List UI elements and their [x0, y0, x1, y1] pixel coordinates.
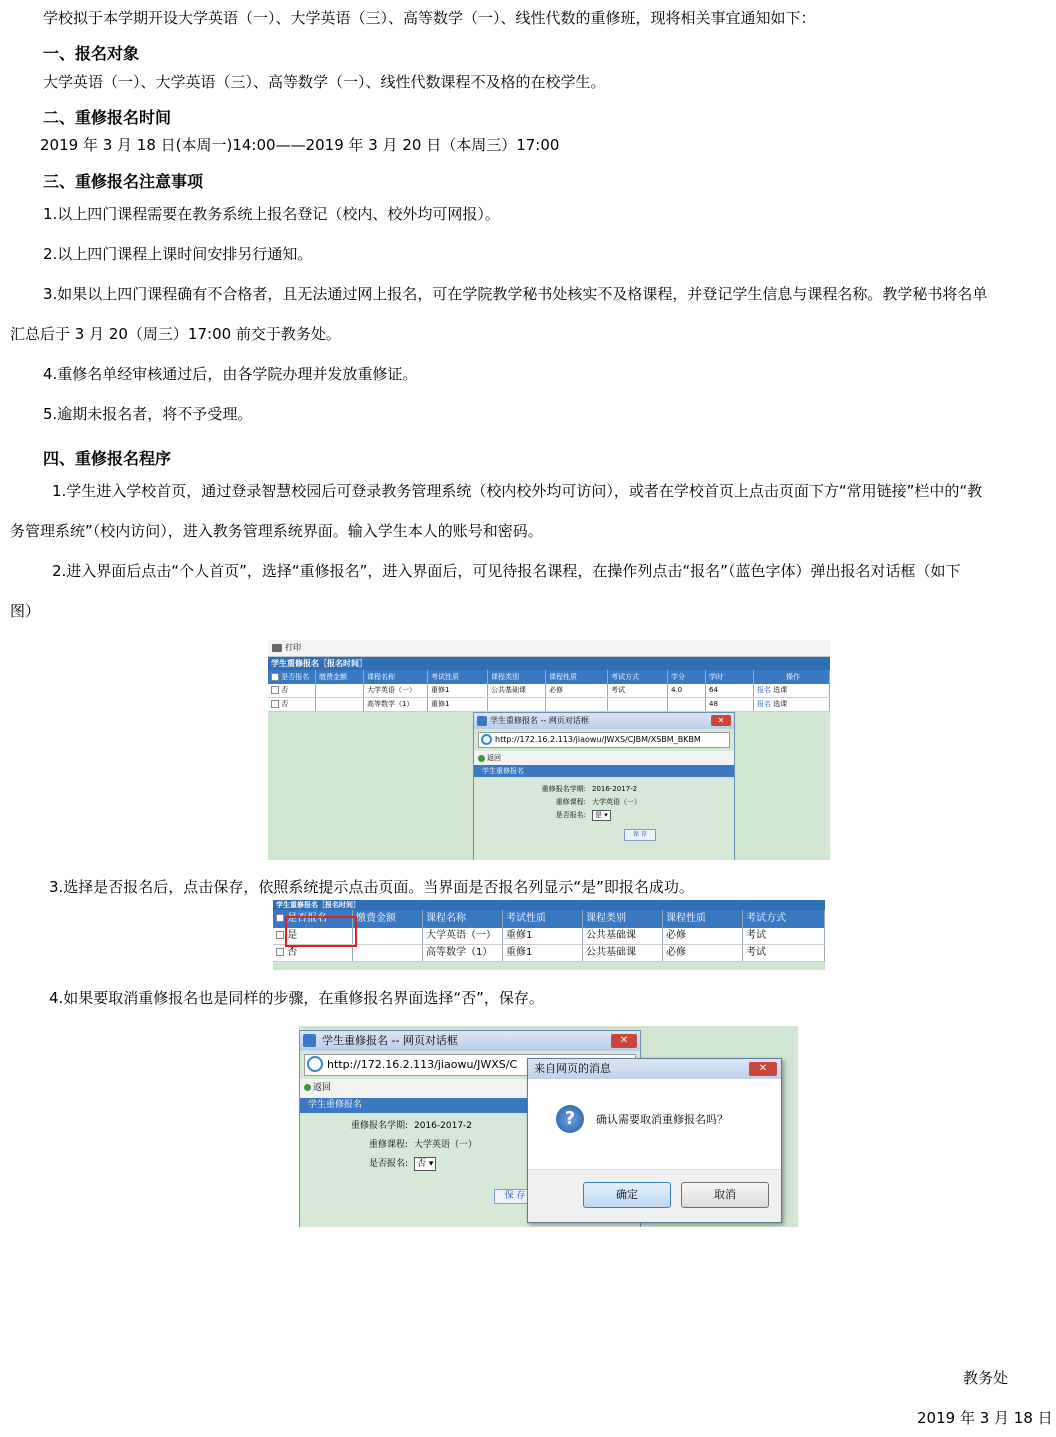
intro-text: 学校拟于本学期开设大学英语（一）、大学英语（三）、高等数学（一）、线性代数的重修班，现将相关事宜通知如下：	[43, 9, 816, 27]
cell: 大学英语（一）	[364, 684, 428, 697]
date: 2019 年 3 月 18 日	[917, 1409, 1053, 1427]
ok-button[interactable]: 确定	[583, 1182, 671, 1208]
cell: 4.0	[668, 684, 706, 697]
course-row	[474, 796, 734, 809]
cell: 否	[281, 700, 289, 708]
section3-item: 5.逾期未报名者，将不予受理。	[43, 405, 253, 423]
cell	[608, 698, 668, 711]
cancel-button[interactable]: 取消	[681, 1182, 769, 1208]
col-header: 考试性质	[503, 910, 583, 928]
save-button[interactable]: 保 存	[624, 829, 656, 841]
cell	[316, 698, 364, 711]
screenshot-registration-success	[273, 900, 825, 970]
cell: 高等数学（1）	[364, 698, 428, 711]
col-header: 缴费金额	[316, 670, 364, 684]
toolbar	[268, 640, 830, 657]
section3-item-cont: 汇总后于 3 月 20（周三）17:00 前交于教务处。	[10, 325, 341, 343]
cell: 48	[706, 698, 754, 711]
section2-title: 二、重修报名时间	[43, 108, 172, 127]
cell: 公共基础课	[583, 945, 663, 961]
form-title: 学生重修报名	[474, 765, 734, 777]
section4-p3: 3.选择是否报名后，点击保存，依照系统提示点击页面。当界面是否报名列显示“是”即报名成功。	[49, 878, 694, 896]
course-label: 重修课程:	[368, 1140, 408, 1150]
cell: 公共基础课	[583, 928, 663, 944]
cell	[488, 698, 546, 711]
cell: 重修1	[428, 698, 488, 711]
cell: 大学英语（一）	[423, 928, 503, 944]
confirm-footer	[528, 1169, 781, 1222]
term-value: 2016-2017-2	[414, 1121, 473, 1131]
cell: 否	[287, 947, 298, 958]
cell: 考试	[743, 928, 825, 944]
col-header: 考试性质	[428, 670, 488, 684]
select-all-checkbox[interactable]	[276, 914, 284, 922]
signature: 教务处	[963, 1369, 1009, 1387]
cell: 必修	[663, 928, 743, 944]
col-header: 学分	[668, 670, 706, 684]
course-label: 重修课程:	[555, 798, 586, 806]
col-header: 操作	[754, 670, 830, 684]
section3-item: 2.以上四门课程上课时间安排另行通知。	[43, 245, 313, 263]
signup-label: 是否报名:	[555, 811, 586, 819]
dialog-titlebar	[474, 713, 734, 729]
highlight-box	[285, 916, 357, 947]
form-title: 学生重修报名	[300, 1098, 640, 1113]
cell: 重修1	[428, 684, 488, 697]
ie-icon	[481, 734, 492, 745]
signup-link[interactable]: 报名	[757, 700, 771, 708]
col-header: 是否报名	[287, 913, 328, 924]
row-checkbox[interactable]	[276, 931, 284, 939]
cell: 是	[287, 930, 298, 941]
table-row	[273, 945, 825, 962]
select-course-link[interactable]: 选课	[773, 686, 788, 694]
section3-item: 4.重修名单经审核通过后，由各学院办理并发放重修证。	[43, 365, 418, 383]
back-icon	[304, 1084, 311, 1091]
signup-dialog	[473, 712, 735, 860]
cell: 64	[706, 684, 754, 697]
section1-body: 大学英语（一）、大学英语（三）、高等数学（一）、线性代数课程不及格的在校学生。	[43, 73, 606, 91]
confirm-dialog	[527, 1058, 782, 1223]
address-url: http://172.16.2.113/jiaowu/JWXS/C	[327, 1058, 518, 1071]
course-value: 大学英语（一）	[414, 1140, 478, 1150]
select-course-link[interactable]: 选课	[773, 700, 788, 708]
table-caption: 学生重修报名［报名时间］	[268, 657, 830, 670]
confirm-message: 确认需要取消重修报名吗？	[596, 1113, 728, 1126]
back-label: 返回	[313, 1083, 332, 1093]
dialog-title: 学生重修报名 -- 网页对话框	[490, 716, 589, 725]
back-label: 返回	[487, 754, 501, 762]
course-value: 大学英语（一）	[592, 798, 641, 806]
col-header: 考试方式	[608, 670, 668, 684]
cell: 重修1	[503, 945, 583, 961]
col-header: 是否报名	[281, 673, 310, 681]
cell	[353, 945, 423, 961]
cell: 公共基础课	[488, 684, 546, 697]
col-header: 缴费金额	[353, 910, 423, 928]
section3-item: 1.以上四门课程需要在教务系统上报名登记（校内、校外均可网报）。	[43, 205, 500, 223]
printer-icon	[272, 644, 282, 652]
screenshot-registration-list	[268, 640, 830, 860]
back-icon	[478, 755, 485, 762]
col-header: 考试方式	[743, 910, 825, 928]
section3-title: 三、重修报名注意事项	[43, 172, 204, 191]
signup-link[interactable]: 报名	[757, 686, 771, 694]
signup-select[interactable]: 否 ▾	[414, 1157, 436, 1171]
address-bar[interactable]	[478, 732, 730, 748]
term-row	[474, 783, 734, 796]
question-icon: ?	[556, 1105, 584, 1133]
window-icon	[303, 1034, 316, 1047]
term-label: 重修报名学期:	[350, 1121, 408, 1131]
table-row	[268, 698, 830, 712]
cell	[353, 928, 423, 944]
dialog-titlebar	[300, 1031, 640, 1051]
confirm-title: 来自网页的消息	[534, 1062, 611, 1075]
cell: 高等数学（1）	[423, 945, 503, 961]
row-checkbox[interactable]	[271, 686, 279, 694]
signup-select-value: 否	[417, 1159, 427, 1169]
col-header: 课程性质	[663, 910, 743, 928]
cell: 重修1	[503, 928, 583, 944]
cell: 必修	[546, 684, 608, 697]
print-button[interactable]: 打印	[285, 643, 301, 652]
col-header: 课程类别	[583, 910, 663, 928]
signup-row	[474, 809, 734, 822]
signup-label: 是否报名:	[368, 1159, 408, 1169]
col-header: 学时	[706, 670, 754, 684]
row-checkbox[interactable]	[276, 948, 284, 956]
cell	[316, 684, 364, 697]
section4-p1: 1.学生进入学校首页，通过登录智慧校园后可登录教务管理系统（校内校外均可访问），或者在学校首页上点击页面下方“常用链接”栏中的“教	[52, 482, 983, 500]
close-icon[interactable]: ✕	[711, 715, 731, 726]
cell: 考试	[608, 684, 668, 697]
col-header: 课程名称	[364, 670, 428, 684]
col-header: 课程性质	[546, 670, 608, 684]
row-checkbox[interactable]	[271, 700, 279, 708]
section3-item: 3.如果以上四门课程确有不合格者，且无法通过网上报名，可在学院教学秘书处核实不及格课程，并登记学生信息与课程名称。教学秘书将名单	[43, 285, 988, 303]
window-icon	[477, 716, 487, 726]
cell: 考试	[743, 945, 825, 961]
save-button[interactable]: 保 存	[494, 1189, 536, 1204]
screenshot-cancel-registration	[299, 1026, 798, 1227]
table-header	[268, 670, 830, 684]
section4-p2-cont: 图）	[10, 602, 41, 620]
term-label: 重修报名学期:	[541, 785, 586, 793]
signup-select-value: 是	[595, 811, 602, 819]
col-header: 课程名称	[423, 910, 503, 928]
back-button[interactable]	[474, 751, 734, 765]
close-icon[interactable]: ✕	[749, 1062, 777, 1076]
table-row	[268, 684, 830, 698]
cell	[546, 698, 608, 711]
ie-icon	[307, 1056, 323, 1072]
term-value: 2016-2017-2	[592, 785, 638, 793]
cell: 否	[281, 686, 289, 694]
section4-title: 四、重修报名程序	[43, 449, 172, 468]
cell	[668, 698, 706, 711]
close-icon[interactable]: ✕	[611, 1034, 637, 1048]
select-all-checkbox[interactable]	[271, 673, 279, 681]
table-caption: 学生重修报名［报名时间］	[273, 900, 825, 910]
section1-title: 一、报名对象	[43, 44, 140, 63]
signup-select[interactable]: 是 ▾	[592, 810, 611, 821]
col-header: 课程类别	[488, 670, 546, 684]
section4-p2: 2.进入界面后点击“个人首页”，选择“重修报名”，进入界面后，可见待报名课程，在操作列点击“报名”（蓝色字体）弹出报名对话框（如下	[52, 562, 961, 580]
address-url: http://172.16.2.113/jiaowu/JWXS/CJBM/XSBM_BKBM	[495, 735, 701, 744]
section4-p1-cont: 务管理系统”（校内访问），进入教务管理系统界面。输入学生本人的账号和密码。	[10, 522, 543, 540]
confirm-titlebar	[528, 1059, 781, 1079]
cell: 必修	[663, 945, 743, 961]
dialog-title: 学生重修报名 -- 网页对话框	[322, 1034, 458, 1047]
section2-body: 2019 年 3 月 18 日(本周一)14:00——2019 年 3 月 20 日（本周三）17:00	[40, 136, 560, 154]
section4-p4: 4.如果要取消重修报名也是同样的步骤，在重修报名界面选择“否”，保存。	[49, 989, 544, 1007]
